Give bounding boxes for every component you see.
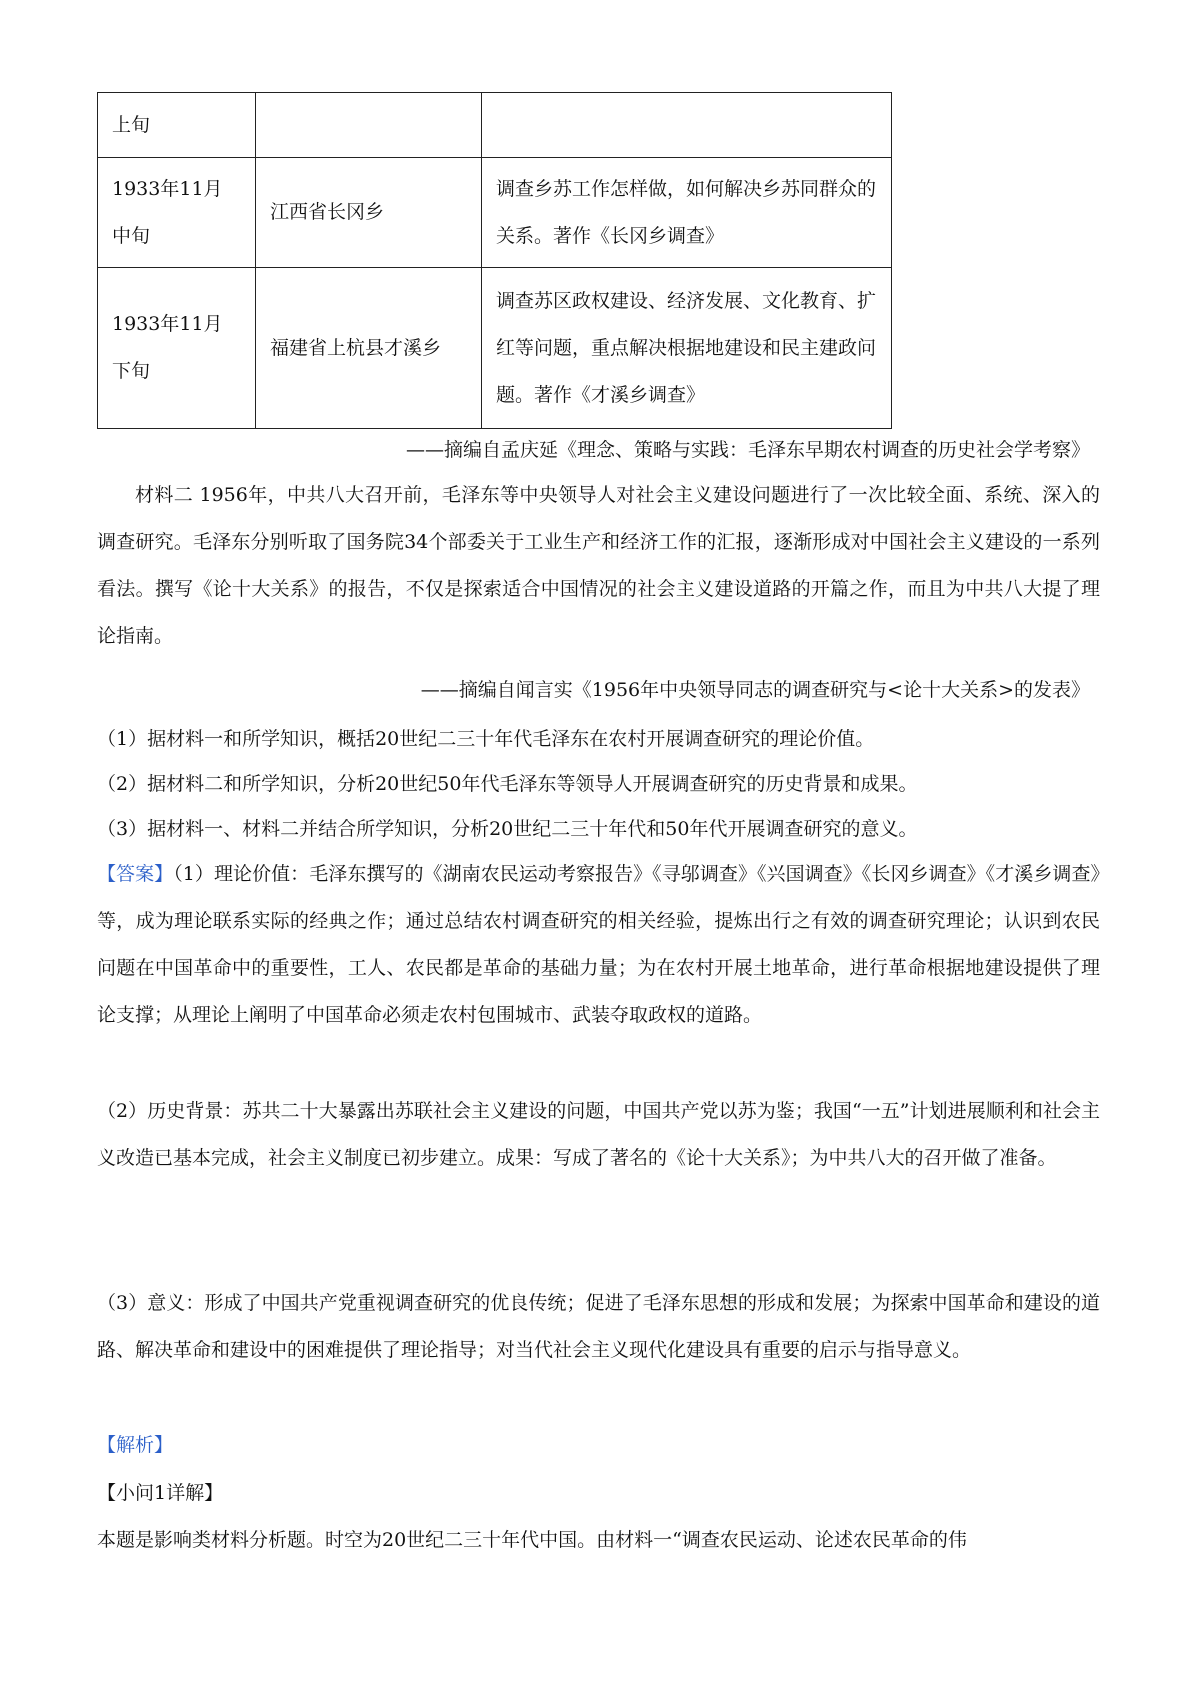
table-cell-content: 调查乡苏工作怎样做，如何解决乡苏同群众的关系。著作《长冈乡调查》 (482, 158, 892, 268)
answer-2: （2）历史背景：苏共二十大暴露出苏联社会主义建设的问题，中国共产党以苏为鉴；我国“一五”计划进展顺利和社会主义改造已基本完成，社会主义制度已初步建立。成果：写成了著名的《论十大关系》；为中共八大的召开做了准备。 (97, 1100, 1100, 1169)
source-citation-1: ——摘编自孟庆延《理念、策略与实践：毛泽东早期农村调查的历史社会学考察》 (405, 439, 1090, 461)
sub-question-heading: 【小问1详解】 (97, 1482, 224, 1504)
table-cell-time: 1933年11月下旬 (98, 268, 256, 429)
source-citation-2: ——摘编自闻言实《1956年中央领导同志的调查研究与<论十大关系>的发表》 (420, 679, 1090, 701)
answer-1-text: （1）理论价值：毛泽东撰写的《湖南农民运动考察报告》《寻邬调查》《兴国调查》《长冈乡调查》《才溪乡调查》等，成为理论联系实际的经典之作；通过总结农村调查研究的相关经验，提炼出行之有效的调查研究理论；认识到农民问题在中国革命中的重要性，工人、农民都是革命的基础力量；为在农村开展土地革命，进行革命根据地建设提供了理论支撑；从理论上阐明了中国革命必须走农村包围城市、武装夺取政权的道路。 (97, 863, 1100, 1026)
analysis-tag: 【解析】 (97, 1434, 174, 1456)
table-cell-time: 上旬 (98, 93, 256, 158)
material-two-paragraph: 材料二 1956年，中共八大召开前，毛泽东等中央领导人对社会主义建设问题进行了一次比较全面、系统、深入的调查研究。毛泽东分别听取了国务院34个部委关于工业生产和经济工作的汇报，逐渐形成对中国社会主义建设的一系列看法。撰写《论十大关系》的报告，不仅是探索适合中国情况的社会主义建设道路的开篇之作，而且为中共八大提了理论指南。 (97, 484, 1100, 647)
table-cell-place: 江西省长冈乡 (256, 158, 482, 268)
answer-3: （3）意义：形成了中国共产党重视调查研究的优良传统；促进了毛泽东思想的形成和发展；为探索中国革命和建设的道路、解决革命和建设中的困难提供了理论指导；对当代社会主义现代化建设具有重要的启示与指导意义。 (97, 1292, 1100, 1361)
table-cell-content (482, 93, 892, 158)
table-row (98, 93, 892, 158)
question-2: （2）据材料二和所学知识，分析20世纪50年代毛泽东等领导人开展调查研究的历史背景和成果。 (97, 773, 918, 795)
table-cell-content: 调查苏区政权建设、经济发展、文化教育、扩红等问题，重点解决根据地建设和民主建政问题。著作《才溪乡调查》 (482, 268, 892, 429)
table-row (98, 158, 892, 268)
table-cell-time: 1933年11月中旬 (98, 158, 256, 268)
table-cell-place (256, 93, 482, 158)
table-cell-place: 福建省上杭县才溪乡 (256, 268, 482, 429)
survey-table (97, 92, 892, 429)
question-3: （3）据材料一、材料二并结合所学知识，分析20世纪二三十年代和50年代开展调查研究的意义。 (97, 818, 918, 840)
answer-1 (97, 851, 1100, 1039)
table-row (98, 268, 892, 429)
answer-tag: 【答案】 (97, 863, 174, 885)
analysis-text: 本题是影响类材料分析题。时空为20世纪二三十年代中国。由材料一“调查农民运动、论述农民革命的伟 (97, 1529, 967, 1551)
question-1: （1）据材料一和所学知识，概括20世纪二三十年代毛泽东在农村开展调查研究的理论价值。 (97, 728, 875, 750)
